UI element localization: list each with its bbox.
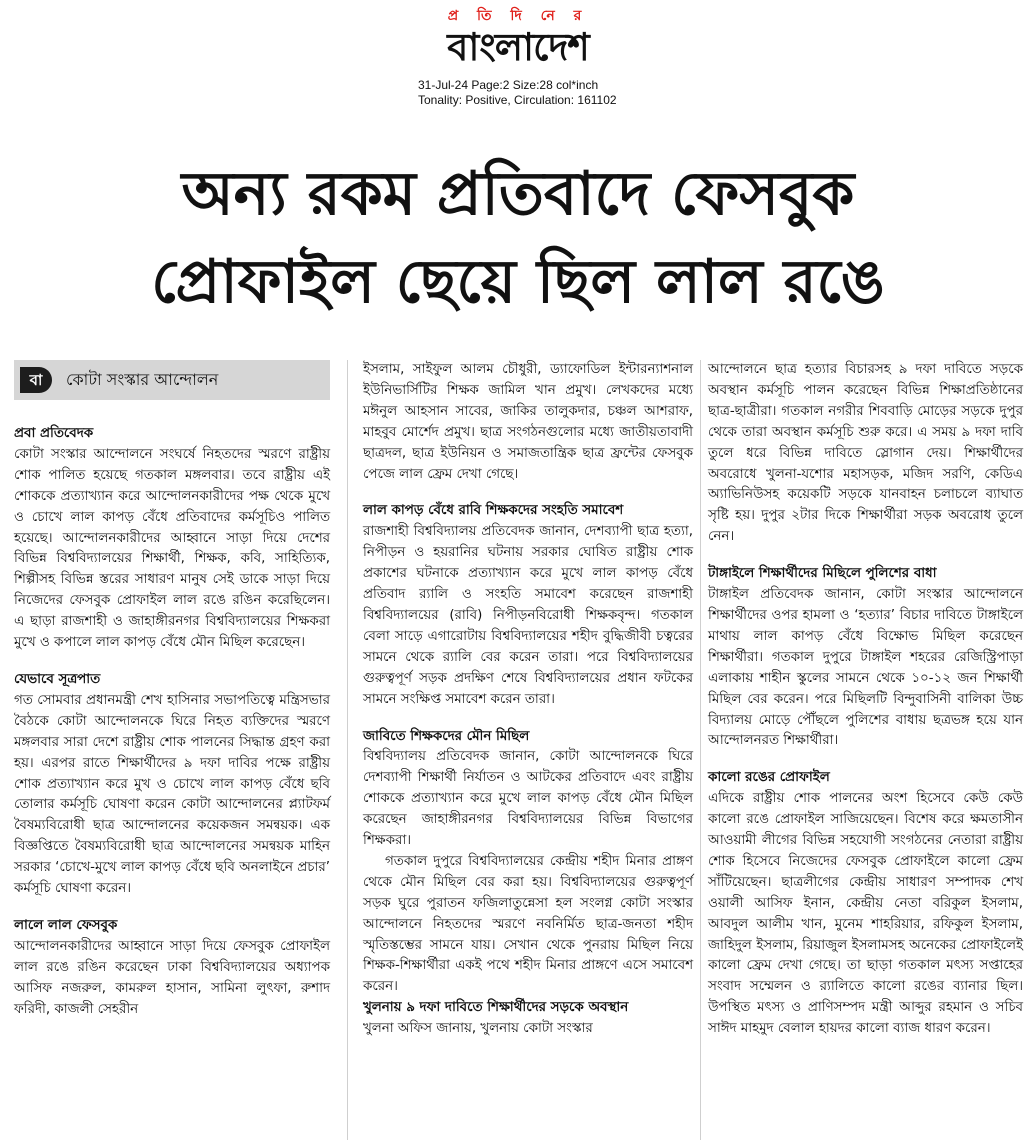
- column-divider: [347, 360, 348, 1140]
- subheading: খুলনায় ৯ দফা দাবিতে শিক্ষার্থীদের সড়কে অবস্থান: [363, 1000, 629, 1016]
- byline: প্রবা প্রতিবেদক: [14, 426, 94, 441]
- paragraph: আন্দোলনে ছাত্র হত্যার বিচারসহ ৯ দফা দাবিতে সড়কে অবস্থান কর্মসূচি পালন করেছেন বিভিন্ন শিক্ষাপ্রতিষ্ঠানের ছাত্র-ছাত্রীরা। গতকাল নগরীর শিববাড়ি মোড়ের সড়কে দুপুর থেকে তারা অবস্থান কর্মসূচি শুরু করে। এ সময় ৯ দফা দাবি তুলে ধরে বিভিন্ন দাবিতে স্লোগান দেয়। শিক্ষার্থীদের অবরোধে খুলনা-যশোর মহাসড়ক, মজিদ সরণি, কেডিএ অ্যাভিনিউসহ কয়েকটি সড়কে যানবাহন চলাচলে ব্যাঘাত সৃষ্টি হয়। দুপুর ২টার দিকে শিক্ষার্থীরা সড়ক অবরোধ তুলে নেন।: [708, 362, 1023, 545]
- masthead: [0, 0, 1036, 120]
- subheading: টাঙ্গাইলে শিক্ষার্থীদের মিছিলে পুলিশের বাধা: [708, 566, 937, 582]
- article-column-2: [363, 360, 693, 1040]
- paragraph: এদিকে রাষ্ট্রীয় শোক পালনের অংশ হিসেবে কেউ কেউ কালো রঙে প্রোফাইল সাজিয়েছেন। বিশেষ করে ক্ষমতাসীন আওয়ামী লীগের বিভিন্ন সহযোগী সংগঠনের নেতারা রাষ্ট্রীয় শোক হিসেবে নিজেদের ফেসবুক প্রোফাইলে কালো ফ্রেম সাঁটিয়েছেন। ছাত্রলীগের কেন্দ্রীয় সাধারণ সম্পাদক শেখ ওয়ালী আসিফ ইনান, কেন্দ্রীয় নেতা বরিকুল ইসলাম, আবদুল আলীম খান, মুনেম শাহরিয়ার, রফিকুল ইসলাম, জাহিদুল ইসলাম, রিয়াজুল ইসলামসহ অনেকের প্রোফাইলেই কালো ফ্রেম দেখা গেছে। তা ছাড়া গতকাল মৎস্য সপ্তাহের সংবাদ সম্মেলন ও র‍্যালিতে কালো রঙের ব্যানার ছিল। উপস্থিত মৎস্য ও প্রাণিসম্পদ মন্ত্রী আব্দুর রহমান ও সচিব সাঈদ মাহমুদ বেলাল হায়দর কালো ব্যাজ ধারণ করেন।: [708, 791, 1023, 1037]
- paragraph: ইসলাম, সাইফুল আলম চৌধুরী, ড্যাফোডিল ইন্টারন্যাশনাল ইউনিভার্সিটির শিক্ষক জামিল খান প্রমুখ। লেখকদের মধ্যে মঈনুল আহসান সাবের, জাকির তালুকদার, চঞ্চল আশরাফ, মাহবুব মোর্শেদ প্রমুখ। ছাত্র সংগঠনগুলোর মধ্যে জাতীয়তাবাদী ছাত্রদল, ছাত্র ইউনিয়ন ও সমাজতান্ত্রিক ছাত্র ফ্রন্টের ফেসবুক পেজে লাল ফ্রেম দেখা গেছে।: [363, 362, 693, 482]
- article-column-3: [708, 360, 1023, 1040]
- clipping-meta-line1: 31-Jul-24 Page:2 Size:28 col*inch: [418, 78, 599, 92]
- paragraph: টাঙ্গাইল প্রতিবেদক জানান, কোটা সংস্কার আন্দোলনে শিক্ষার্থীদের ওপর হামলা ও ‘হত্যার’ বিচার দাবিতে টাঙ্গাইলে মাথায় লাল কাপড় বেঁধে বিক্ষোভ মিছিল করেছেন শিক্ষার্থীরা। গতকাল দুপুরে টাঙ্গাইল শহরের রেজিস্ট্রিপাড়া এলাকায় শাহীন স্কুলের সামনে থেকে ১০-১২ জন শিক্ষার্থী মিছিল বের করেন। পরে মিছিলটি বিন্দুবাসিনী বালিকা উচ্চ বিদ্যালয় মোড়ে পৌঁছলে পুলিশের বাধায় ছত্রভঙ্গ হয়ে যান আন্দোলনরত শিক্ষার্থীরা।: [708, 587, 1023, 749]
- clipping-meta: [418, 78, 617, 108]
- subheading: লাল কাপড় বেঁধে রাবি শিক্ষকদের সংহতি সমাবেশ: [363, 503, 624, 519]
- subheading: জাবিতে শিক্ষকদের মৌন মিছিল: [363, 728, 530, 744]
- article-headline: [30, 150, 1006, 326]
- paragraph: গতকাল দুপুরে বিশ্ববিদ্যালয়ের কেন্দ্রীয় শহীদ মিনার প্রাঙ্গণ থেকে মৌন মিছিল বের করা হয়। বিশ্ববিদ্যালয়ের গুরুত্বপূর্ণ সড়ক ঘুরে পুরাতন ফজিলাতুন্নেসা হল সংলগ্ন কোটা সংস্কার আন্দোলনে নিহতদের স্মরণে নবনির্মিত ছাত্র-জনতা শহীদ স্মৃতিস্তম্ভের সামনে যায়। সেখান থেকে পুনরায় মিছিল নিয়ে শিক্ষক-শিক্ষার্থীরা একই পথে শহীদ মিনার প্রাঙ্গণে এসে সমাবেশ করেন।: [363, 853, 693, 995]
- section-tag-mark: বা: [20, 367, 52, 393]
- paragraph: রাজশাহী বিশ্ববিদ্যালয় প্রতিবেদক জানান, দেশব্যাপী ছাত্র হত্যা, নিপীড়ন ও হয়রানির ঘটনায় সরকার ঘোষিত রাষ্ট্রীয় শোক প্রকাশের ঘটনাকে প্রত্যাখ্যান করে মুখে লাল কাপড় বেঁধে প্রতিবাদ র‍্যালি ও সংহতি সমাবেশ করেছেন রাজশাহী বিশ্ববিদ্যালয়ের (রাবি) নিপীড়নবিরোধী শিক্ষকবৃন্দ। গতকাল বেলা সাড়ে এগারোটায় বিশ্ববিদ্যালয়ের শহীদ বুদ্ধিজীবী চত্বরের সামনে থেকে র‍্যালি বের করেন তারা। পরে বিশ্ববিদ্যালয়ের গুরুত্বপূর্ণ সড়ক প্রদক্ষিণ শেষে বিশ্ববিদ্যালয়ের প্রধান ফটকের সামনে সংক্ষিপ্ত সমাবেশ করেন তারা।: [363, 524, 693, 707]
- subheading: কালো রঙের প্রোফাইল: [708, 770, 830, 786]
- article-column-1: [14, 360, 330, 1020]
- paragraph: কোটা সংস্কার আন্দোলনে সংঘর্ষে নিহতদের স্মরণে রাষ্ট্রীয় শোক পালিত হয়েছে গতকাল মঙ্গলবার। তবে রাষ্ট্রীয় এই শোককে প্রত্যাখ্যান করে আন্দোলনকারীদের পক্ষ থেকে মুখে ও চোখে লাল কাপড় বেঁধে প্রতিবাদের কর্মসূচিও পালিত হয়েছে। আন্দোলনকারীদের আহ্বানে সাড়া দিয়ে দেশের বিভিন্ন বিশ্ববিদ্যালয়ের শিক্ষার্থী, শিক্ষক, কবি, সাহিত্যিক, শিল্পীসহ বিভিন্ন স্তরের সাধারণ মানুষ সেই ডাকে সাড়া দিয়ে নিজেদের ফেসবুক প্রোফাইল লাল রঙে রঙিন করেছিলেন। এ ছাড়া রাজশাহী ও জাহাঙ্গীরনগর বিশ্ববিদ্যালয়ের শিক্ষকরা মুখে ও কপালে লাল কাপড় বেঁধে মৌন মিছিল করেছেন।: [14, 446, 330, 651]
- headline-line-2: প্রোফাইল ছেয়ে ছিল লাল রঙে: [151, 247, 885, 317]
- section-tag-label: কোটা সংস্কার আন্দোলন: [66, 369, 219, 389]
- subheading: যেভাবে সূত্রপাত: [14, 671, 101, 687]
- headline-line-1: অন্য রকম প্রতিবাদে ফেসবুক: [181, 159, 855, 229]
- paragraph: বিশ্ববিদ্যালয় প্রতিবেদক জানান, কোটা আন্দোলনকে ঘিরে দেশব্যাপী শিক্ষার্থী নির্যাতন ও আটকের প্রতিবাদে এবং রাষ্ট্রীয় শোককে প্রত্যাখ্যান করে মুখে লাল কাপড় বেঁধে মৌন মিছিল করেছেন জাহাঙ্গীরনগর বিশ্ববিদ্যালয়ের বিভিন্ন বিভাগের শিক্ষকরা।: [363, 749, 693, 849]
- masthead-kicker: প্র তি দি নে র: [447, 8, 589, 24]
- column-divider: [700, 360, 701, 1140]
- masthead-logo: বাংলাদেশ: [447, 25, 589, 69]
- section-tag: [14, 360, 330, 400]
- paragraph: গত সোমবার প্রধানমন্ত্রী শেখ হাসিনার সভাপতিত্বে মন্ত্রিসভার বৈঠকে কোটা আন্দোলনকে ঘিরে নিহত ব্যক্তিদের স্মরণে মঙ্গলবার সারা দেশে রাষ্ট্রীয় শোক পালনের সিদ্ধান্ত গ্রহণ করা হয়। এরপর রাতে শিক্ষার্থীদের ৯ দফা দাবির পক্ষে রাষ্ট্রীয় শোক প্রত্যাখ্যান করে মুখ ও চোখে লাল কাপড় বেঁধে ছবি তোলার কর্মসূচি ঘোষণা করেন কোটা আন্দোলনের প্ল্যাটফর্ম বৈষম্যবিরোধী ছাত্র আন্দোলনের কয়েকজন সমন্বয়ক। এক বিজ্ঞপ্তিতে বৈষম্যবিরোধী ছাত্র আন্দোলনের সমন্বয়ক মাহিন সরকার ‘চোখে-মুখে লাল কাপড় বেঁধে ছবি অনলাইনে প্রচার’ কর্মসূচি ঘোষণা করেন।: [14, 692, 330, 897]
- paragraph: খুলনা অফিস জানায়, খুলনায় কোটা সংস্কার: [363, 1021, 593, 1037]
- clipping-meta-line2: Tonality: Positive, Circulation: 161102: [418, 93, 617, 107]
- paragraph: আন্দোলনকারীদের আহ্বানে সাড়া দিয়ে ফেসবুক প্রোফাইল লাল রঙে রঙিন করেছেন ঢাকা বিশ্ববিদ্যালয়ের অধ্যাপক আসিফ নজরুল, কামরুল হাসান, সামিনা লুৎফা, রুশাদ ফরিদী, কাজলী সেহরীন: [14, 938, 330, 1017]
- subheading: লালে লাল ফেসবুক: [14, 917, 118, 933]
